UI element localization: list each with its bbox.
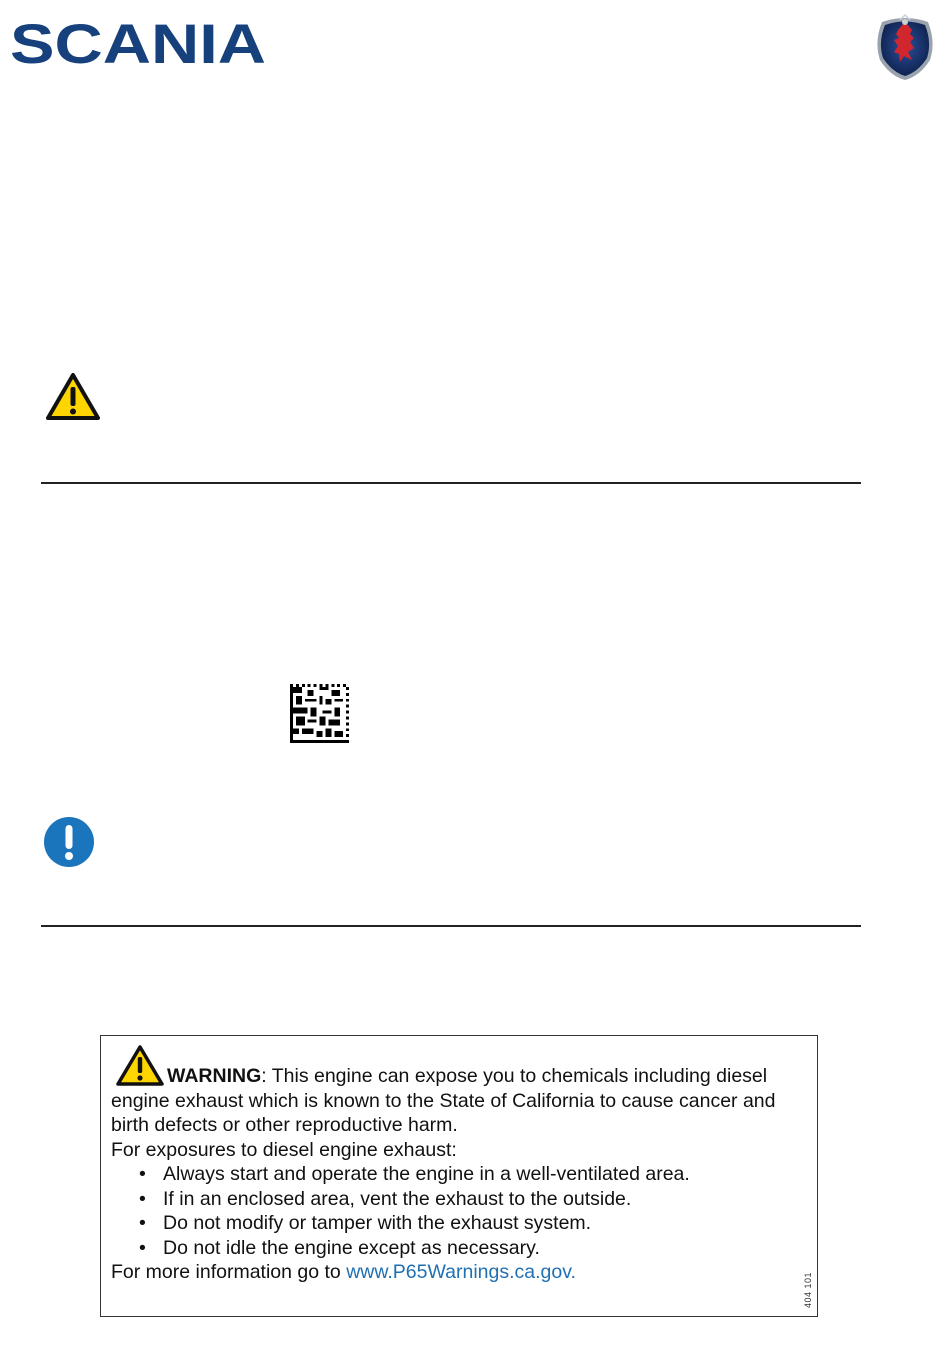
section-divider: [41, 925, 861, 927]
prop65-warning-label: [100, 1035, 818, 1317]
list-item: • Do not idle the engine except as necessary.: [139, 1236, 540, 1259]
scania-wordmark-logo: [10, 17, 268, 69]
exposures-heading: For exposures to diesel engine exhaust:: [111, 1138, 457, 1161]
precaution-list: [111, 1162, 807, 1260]
brand-name: SCANIA: [10, 17, 266, 69]
more-info-text: For more information go to: [111, 1261, 347, 1283]
p65-warnings-link[interactable]: www.P65Warnings.ca.gov.: [346, 1261, 576, 1283]
label-code: 404 101: [803, 1271, 813, 1308]
list-item: • Do not modify or tamper with the exhaust system.: [139, 1212, 592, 1234]
information-exclamation-icon: [43, 816, 95, 868]
warning-heading: WARNING: [167, 1065, 262, 1087]
list-item: • Always start and operate the engine in a well-ventilated area.: [139, 1163, 690, 1185]
warning-intro: : This engine can expose you to chemicals including diesel engine exhaust which is known to the State of California to cause cancer and birth defects or other reproductive harm.: [111, 1065, 776, 1136]
warning-triangle-icon: [45, 372, 101, 422]
list-item: • If in an enclosed area, vent the exhaust to the outside.: [139, 1187, 632, 1210]
datamatrix-code-icon: [290, 684, 349, 743]
bullet: •: [139, 1163, 146, 1185]
bullet: •: [139, 1187, 146, 1210]
scania-griffin-emblem-icon: [870, 12, 940, 82]
prop65-warning-text: [111, 1064, 807, 1285]
section-divider: [41, 482, 861, 484]
bullet: •: [139, 1236, 146, 1259]
bullet: •: [139, 1212, 146, 1234]
